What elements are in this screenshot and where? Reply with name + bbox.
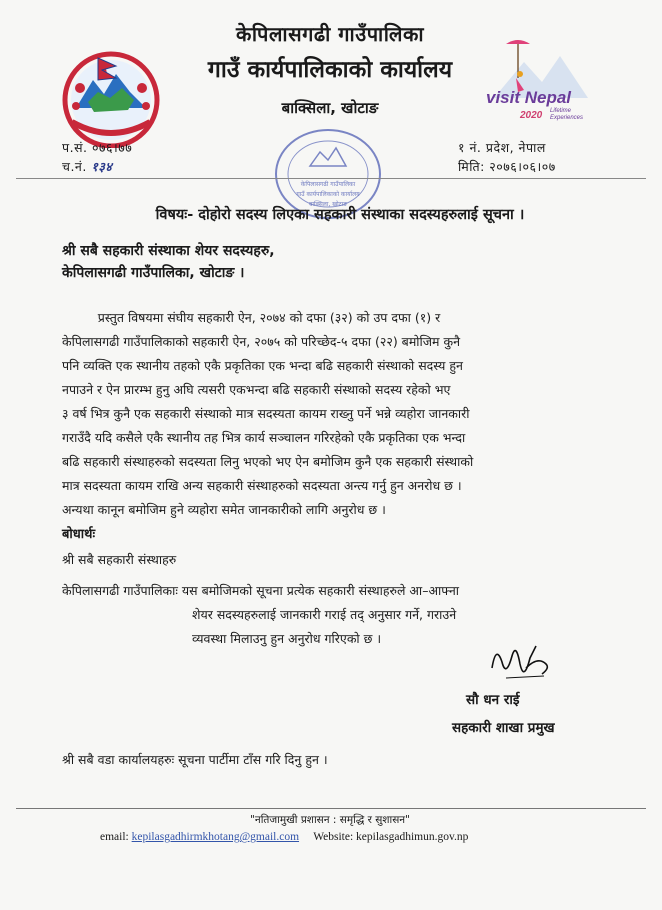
body-line: बढि सहकारी संस्थाहरुको सदस्यता लिनु भएको भए ऐन बमोजिम कुनै एक सहकारी संस्थाको bbox=[62, 454, 474, 469]
email-link[interactable]: kepilasgadhirmkhotang@gmail.com bbox=[131, 831, 300, 843]
visit-nepal-logo bbox=[484, 38, 594, 128]
body-line: नपाउने र ऐन प्रारम्भ हुनु अघि त्यसरी एकभन्दा बढि सहकारी संस्थाको सदस्य रहेको भए bbox=[62, 382, 451, 397]
body-line: मात्र सदस्यता कायम राखि अन्य सहकारी संस्थाहरुको सदस्यता अन्त्य गर्नु हुन अनरोध छ । bbox=[62, 478, 462, 493]
reference-block bbox=[62, 138, 132, 176]
footer-contact bbox=[100, 831, 600, 843]
visit-nepal-year: 2020 bbox=[520, 110, 543, 121]
signatory-name: सौ धन राई bbox=[466, 692, 520, 708]
province-label: १ नं. प्रदेश, नेपाल bbox=[458, 140, 546, 155]
cc-heading: बोधार्थः bbox=[62, 527, 96, 542]
cc-line: शेयर सदस्यहरुलाई जानकारी गराई तद् अनुसार गर्ने, गराउने bbox=[192, 607, 457, 622]
nepal-emblem-icon bbox=[58, 48, 164, 148]
visit-nepal-tagline: Lifetime Experiences bbox=[550, 108, 584, 121]
signature-icon bbox=[486, 638, 556, 686]
website-link[interactable]: kepilasgadhimun.gov.np bbox=[356, 831, 469, 843]
body-line: पनि व्यक्ति एक स्थानीय तहको एकै प्रकृतिका एक भन्दा बढि सहकारी संस्थाको सदस्य हुन bbox=[62, 358, 463, 373]
website-label: Website: bbox=[313, 831, 354, 843]
signatory-designation: सहकारी शाखा प्रमुख bbox=[452, 720, 555, 736]
chalani-number: १३४ bbox=[91, 159, 113, 174]
svg-text:केपिलासगढी गाउँपालिका: केपिलासगढी गाउँपालिका bbox=[300, 181, 356, 188]
letter-date: मिति: २०७६।०६।०७ bbox=[458, 159, 556, 174]
svg-text:गाउँ कार्यपालिकाको कार्यालय: गाउँ कार्यपालिकाको कार्यालय bbox=[296, 191, 360, 198]
letter-subject: विषयः- दोहोरो सदस्य लिएका सहकारी संस्थाका सदस्यहरुलाई सूचना । bbox=[155, 207, 525, 223]
office-name: गाउँ कार्यपालिकाको कार्यालय bbox=[207, 57, 453, 83]
addressee-line: केपिलासगढी गाउँपालिका, खोटाङ । bbox=[62, 265, 245, 281]
cc-line: व्यवस्था मिलाउनु हुन अनुरोध गरिएको छ । bbox=[192, 631, 382, 646]
cc-line: श्री सबै सहकारी संस्थाहरु bbox=[62, 552, 177, 567]
body-line: प्रस्तुत विषयमा संघीय सहकारी ऐन, २०७४ को दफा (३२) को उप दफा (१) र bbox=[62, 310, 441, 325]
chalani-line bbox=[62, 157, 132, 176]
chalani-label: च.नं. bbox=[62, 159, 87, 174]
municipality-name: केपिलासगढी गाउँपालिका bbox=[235, 22, 425, 46]
body-line: ३ वर्ष भित्र कुनै एक सहकारी संस्थाको मात्र सदस्यता कायम राख्नु पर्ने भन्ने व्यहोरा जानकारी bbox=[62, 406, 470, 421]
reference-number: प.सं. ०७६।७७ bbox=[62, 140, 133, 155]
letter-body bbox=[62, 306, 588, 522]
svg-text:बाक्सिला, खोटाङ: बाक्सिला, खोटाङ bbox=[308, 201, 348, 208]
addressee-line: श्री सबै सहकारी संस्थाका शेयर सदस्यहरु, bbox=[62, 243, 275, 259]
body-line: केपिलासगढी गाउँपालिकाको सहकारी ऐन, २०७५ को परिच्छेद-५ दफा (२२) बमोजिम कुनै bbox=[62, 334, 461, 349]
body-line: गराउँदै यदि कसैले एकै स्थानीय तह भित्र कार्य सञ्चालन गरिरहेको एकै प्रकृतिका एक भन्दा bbox=[62, 430, 466, 445]
footer-divider bbox=[16, 808, 646, 809]
addressee-block bbox=[62, 240, 275, 284]
email-label: email: bbox=[100, 831, 129, 843]
footer-slogan: "नतिजामुखी प्रशासन : समृद्धि र सुशासन" bbox=[250, 814, 410, 826]
visit-nepal-text: visit Nepal bbox=[486, 88, 572, 107]
office-location: बाक्सिला, खोटाङ bbox=[281, 99, 379, 117]
header-divider bbox=[16, 178, 646, 179]
date-block bbox=[458, 138, 556, 176]
ward-office-note: श्री सबै वडा कार्यालयहरुः सूचना पार्टीमा टाँस गरि दिनु हुन । bbox=[62, 752, 328, 767]
body-line: अन्यथा कानून बमोजिम हुने व्यहोरा समेत जानकारीको लागि अनुरोध छ । bbox=[62, 502, 386, 517]
cc-line: केपिलासगढी गाउँपालिकाः यस बमोजिमको सूचना प्रत्येक सहकारी संस्थाहरुले आ–आफ्ना bbox=[62, 583, 460, 598]
